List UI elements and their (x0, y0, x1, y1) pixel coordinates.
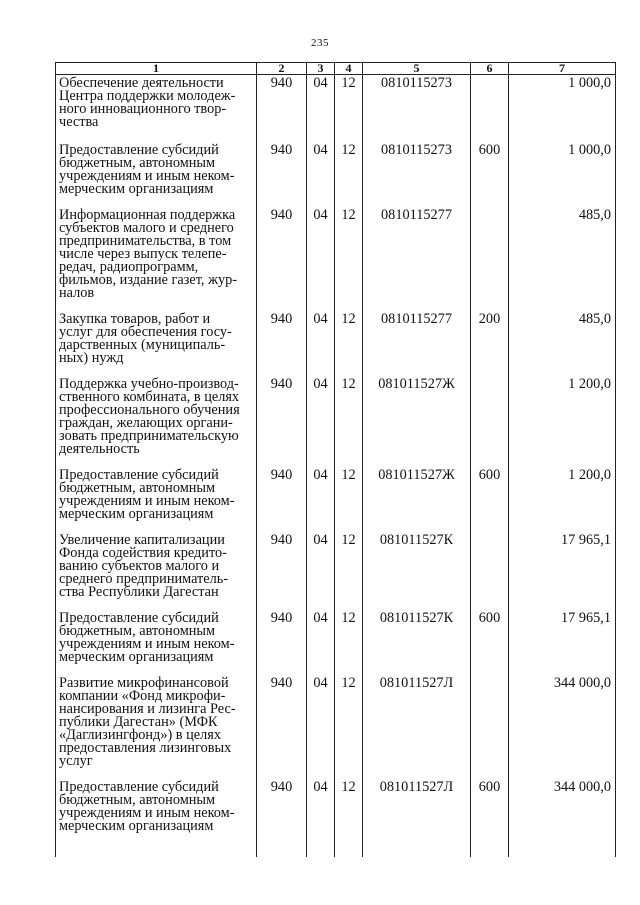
cell-grbs: 940 (257, 311, 307, 376)
cell-name-line: публики Дагестан» (МФК (59, 713, 218, 730)
cell-subsection: 12 (335, 779, 363, 857)
cell-name-line: услуг (59, 752, 93, 769)
table-row (56, 207, 616, 311)
column-header-7: 7 (509, 63, 616, 75)
cell-name-line: профессионального обучения (59, 401, 240, 418)
cell-subsection: 12 (335, 467, 363, 532)
cell-name-line: Информационная поддержка (59, 206, 236, 223)
cell-name-line: Предоставление субсидий (59, 778, 219, 795)
cell-name (56, 75, 257, 142)
cell-target-article: 081011527К (363, 610, 471, 675)
cell-name-line: граждан, желающих органи- (59, 414, 233, 431)
cell-name-line: мерческим организациям (59, 505, 214, 522)
cell-name-line: Увеличение капитализации (59, 531, 225, 548)
cell-name-line: числе через выпуск телепе- (59, 245, 227, 262)
cell-name (56, 207, 257, 311)
cell-subsection: 12 (335, 311, 363, 376)
cell-grbs: 940 (257, 75, 307, 142)
cell-name-line: редач, радиопрограмм, (59, 258, 199, 275)
cell-name-line: бюджетным, автономным (59, 154, 216, 171)
cell-section: 04 (307, 532, 335, 610)
cell-name-line: Поддержка учебно-производ- (59, 375, 239, 392)
cell-name (56, 142, 257, 207)
column-header-5: 5 (363, 63, 471, 75)
cell-amount: 1 000,0 (509, 75, 616, 142)
cell-section: 04 (307, 75, 335, 142)
cell-section: 04 (307, 376, 335, 467)
cell-name-line: учреждениям и иным неком- (59, 492, 235, 509)
cell-name-line: субъектов малого и среднего (59, 219, 234, 236)
cell-name-line: деятельность (59, 440, 140, 457)
cell-name-line: мерческим организациям (59, 817, 214, 834)
cell-expense-type: 600 (471, 610, 509, 675)
cell-name (56, 311, 257, 376)
column-header-4: 4 (335, 63, 363, 75)
cell-target-article: 081011527Л (363, 675, 471, 779)
cell-name-line: учреждениям и иным неком- (59, 167, 235, 184)
cell-name-line: Предоставление субсидий (59, 141, 219, 158)
cell-grbs: 940 (257, 675, 307, 779)
cell-name-line: нансирования и лизинга Рес- (59, 700, 236, 717)
cell-name-line: налов (59, 284, 95, 301)
cell-subsection: 12 (335, 610, 363, 675)
cell-name-line: Предоставление субсидий (59, 466, 219, 483)
cell-name-line: Развитие микрофинансовой (59, 674, 229, 691)
cell-name-line: бюджетным, автономным (59, 622, 216, 639)
cell-name (56, 376, 257, 467)
cell-name-line: ванию субъектов малого и (59, 557, 220, 574)
cell-section: 04 (307, 142, 335, 207)
cell-expense-type (471, 675, 509, 779)
cell-amount: 344 000,0 (509, 675, 616, 779)
cell-subsection: 12 (335, 675, 363, 779)
cell-subsection: 12 (335, 207, 363, 311)
table-row (56, 675, 616, 779)
cell-grbs: 940 (257, 142, 307, 207)
cell-amount: 344 000,0 (509, 779, 616, 857)
cell-section: 04 (307, 610, 335, 675)
table-row (56, 532, 616, 610)
cell-name (56, 467, 257, 532)
cell-subsection: 12 (335, 142, 363, 207)
cell-name-line: мерческим организациям (59, 648, 214, 665)
cell-name-line: Фонда содействия кредито- (59, 544, 227, 561)
cell-name-line: ства Республики Дагестан (59, 583, 219, 600)
cell-expense-type (471, 376, 509, 467)
cell-name-line: учреждениям и иным неком- (59, 635, 235, 652)
cell-grbs: 940 (257, 610, 307, 675)
table-row (56, 311, 616, 376)
cell-expense-type: 600 (471, 779, 509, 857)
cell-subsection: 12 (335, 75, 363, 142)
cell-amount: 1 200,0 (509, 467, 616, 532)
cell-name-line: предпринимательства, в том (59, 232, 232, 249)
column-header-1: 1 (56, 63, 257, 75)
cell-name (56, 610, 257, 675)
table-row (56, 779, 616, 857)
cell-target-article: 0810115277 (363, 311, 471, 376)
cell-amount: 17 965,1 (509, 610, 616, 675)
column-header-2: 2 (257, 63, 307, 75)
cell-expense-type: 600 (471, 467, 509, 532)
cell-target-article: 081011527Ж (363, 467, 471, 532)
cell-name-line: чества (59, 114, 99, 130)
cell-name-line: Обеспечение деятельности (59, 75, 224, 91)
cell-grbs: 940 (257, 376, 307, 467)
cell-amount: 1 200,0 (509, 376, 616, 467)
table-body (56, 75, 616, 857)
cell-grbs: 940 (257, 532, 307, 610)
cell-amount: 485,0 (509, 311, 616, 376)
cell-section: 04 (307, 207, 335, 311)
cell-name-line: услуг для обеспечения госу- (59, 323, 232, 340)
cell-name-line: мерческим организациям (59, 180, 214, 197)
cell-expense-type: 600 (471, 142, 509, 207)
cell-target-article: 0810115273 (363, 142, 471, 207)
cell-section: 04 (307, 675, 335, 779)
cell-name (56, 779, 257, 857)
cell-amount: 17 965,1 (509, 532, 616, 610)
cell-name-line: Закупка товаров, работ и (59, 310, 211, 327)
cell-target-article: 081011527К (363, 532, 471, 610)
cell-grbs: 940 (257, 207, 307, 311)
cell-name-line: бюджетным, автономным (59, 791, 216, 808)
cell-name-line: «Даглизингфонд») в целях (59, 726, 221, 743)
cell-section: 04 (307, 467, 335, 532)
table-row (56, 610, 616, 675)
cell-expense-type (471, 75, 509, 142)
cell-name-line: ного инновационного твор- (59, 101, 227, 117)
cell-name-line: фильмов, издание газет, жур- (59, 271, 238, 288)
cell-name-line: зовать предпринимательскую (59, 427, 239, 444)
cell-name (56, 532, 257, 610)
cell-amount: 1 000,0 (509, 142, 616, 207)
cell-name-line: бюджетным, автономным (59, 479, 216, 496)
cell-name-line: ных) нужд (59, 349, 124, 366)
cell-name-line: ственного комбината, в целях (59, 388, 240, 405)
cell-name-line: предоставления лизинговых (59, 739, 232, 756)
cell-subsection: 12 (335, 376, 363, 467)
cell-target-article: 0810115277 (363, 207, 471, 311)
cell-target-article: 0810115273 (363, 75, 471, 142)
cell-expense-type: 200 (471, 311, 509, 376)
cell-name (56, 675, 257, 779)
column-header-3: 3 (307, 63, 335, 75)
cell-name-line: дарственных (муниципаль- (59, 336, 226, 353)
cell-name-line: Центра поддержки молодеж- (59, 88, 236, 104)
column-header-6: 6 (471, 63, 509, 75)
cell-expense-type (471, 207, 509, 311)
table-row (56, 142, 616, 207)
cell-subsection: 12 (335, 532, 363, 610)
page-number: 235 (311, 37, 329, 49)
cell-grbs: 940 (257, 467, 307, 532)
table-header-row (56, 63, 616, 75)
budget-table (55, 62, 616, 857)
cell-name-line: среднего предприниматель- (59, 570, 229, 587)
cell-target-article: 081011527Ж (363, 376, 471, 467)
cell-target-article: 081011527Л (363, 779, 471, 857)
cell-name-line: Предоставление субсидий (59, 609, 219, 626)
table-row (56, 467, 616, 532)
cell-expense-type (471, 532, 509, 610)
table-row (56, 75, 616, 142)
cell-name-line: учреждениям и иным неком- (59, 804, 235, 821)
cell-grbs: 940 (257, 779, 307, 857)
cell-amount: 485,0 (509, 207, 616, 311)
cell-section: 04 (307, 311, 335, 376)
table-row (56, 376, 616, 467)
cell-name-line: компании «Фонд микрофи- (59, 687, 226, 704)
cell-section: 04 (307, 779, 335, 857)
